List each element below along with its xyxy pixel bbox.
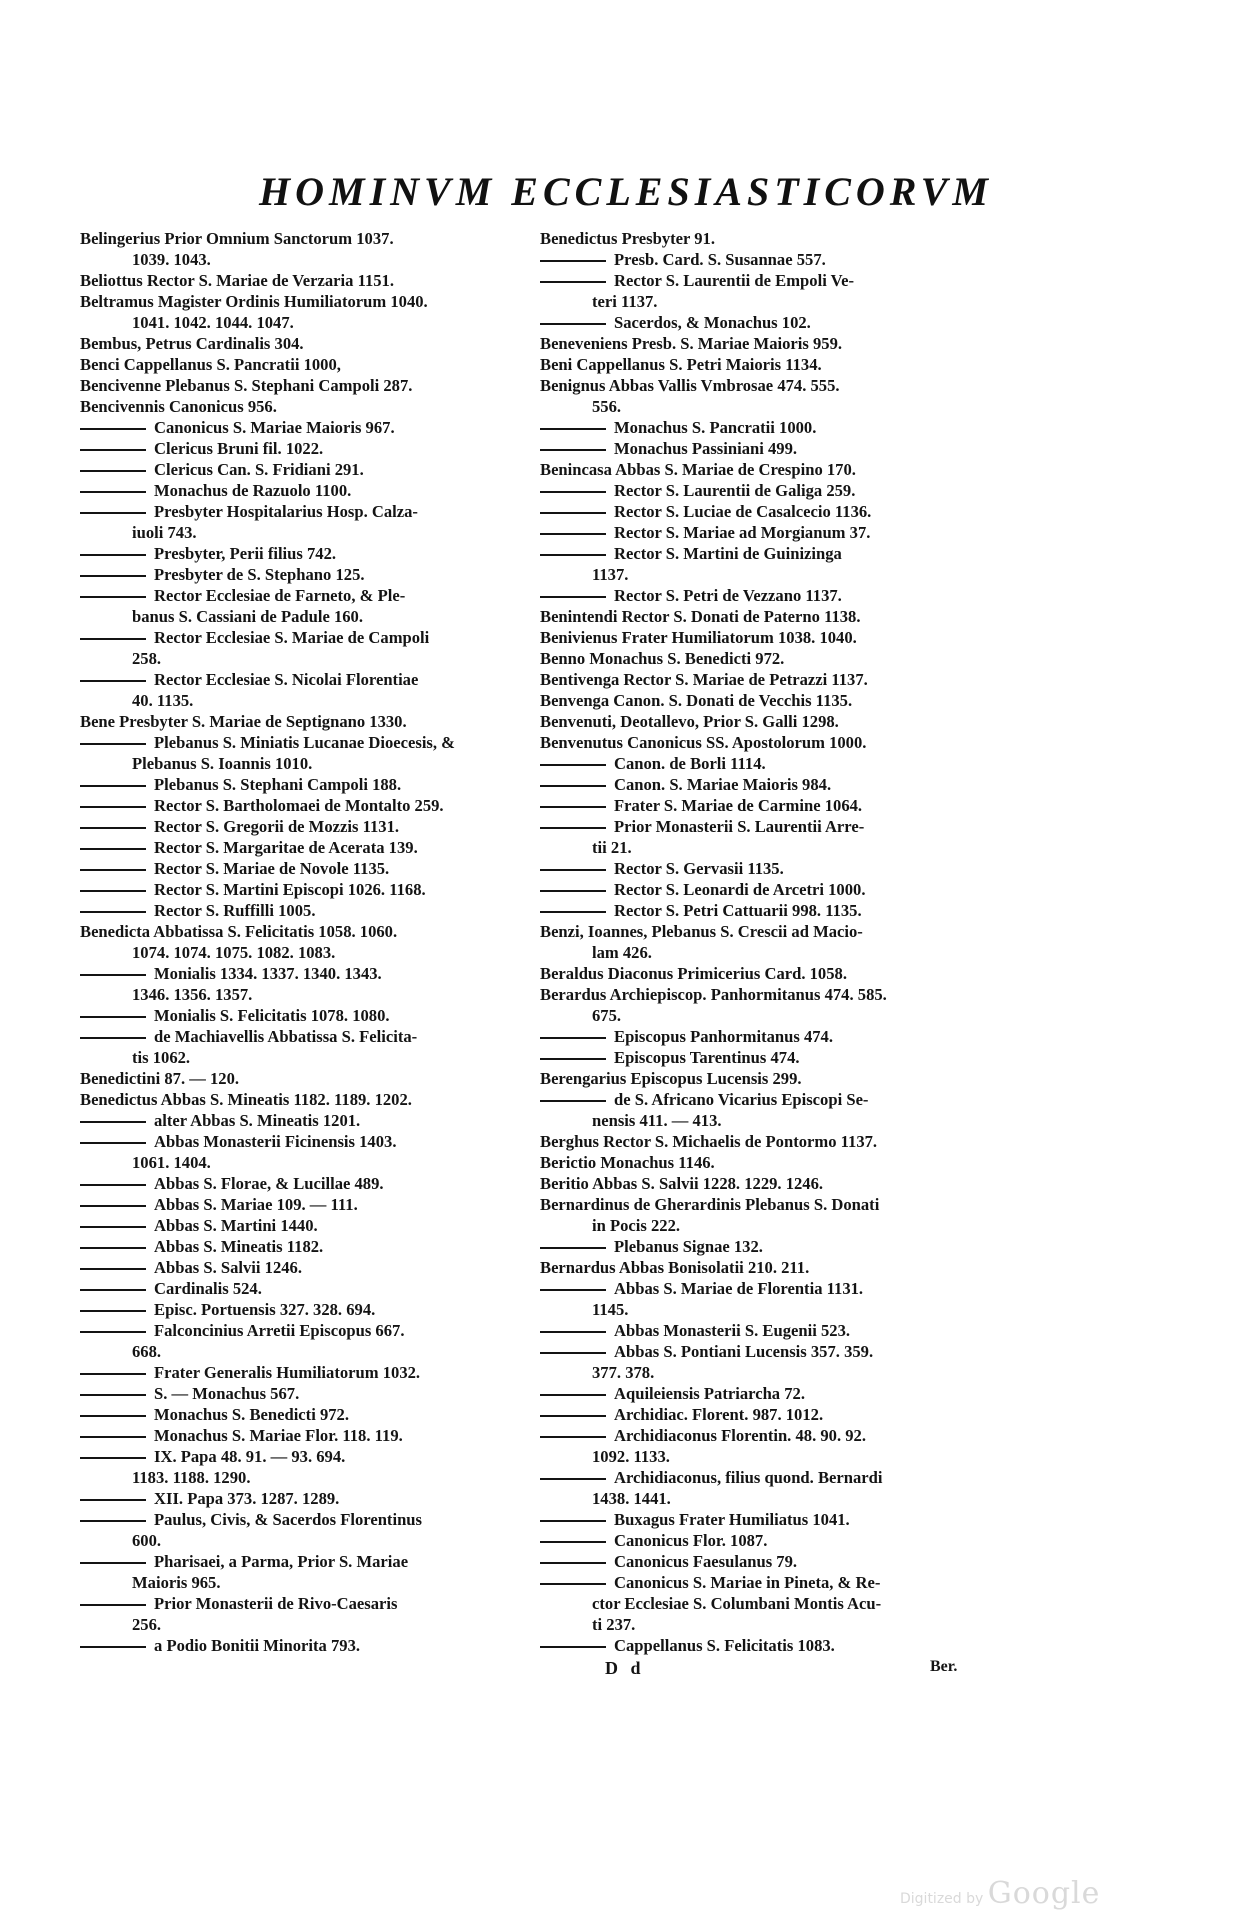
index-entry-line: Episcopus Panhormitanus 474. xyxy=(540,1026,980,1047)
index-entry-line: Rector S. Laurentii de Galiga 259. xyxy=(540,480,980,501)
index-entry-line: teri 1137. xyxy=(592,292,658,311)
index-entry-line: Frater S. Mariae de Carmine 1064. xyxy=(540,795,980,816)
index-entry-line: 258. xyxy=(132,649,162,668)
index-entry-line: alter Abbas S. Mineatis 1201. xyxy=(80,1110,520,1131)
index-entry-line: Benvenutus Canonicus SS. Apostolorum 1000. xyxy=(540,733,867,752)
index-entry-line: Paulus, Civis, & Sacerdos Florentinus xyxy=(80,1509,520,1530)
index-entry-line: a Podio Bonitii Minorita 793. xyxy=(80,1635,520,1656)
index-entry-line: Beritio Abbas S. Salvii 1228. 1229. 1246. xyxy=(540,1174,824,1193)
index-entry-line: IX. Papa 48. 91. — 93. 694. xyxy=(80,1446,520,1467)
index-entry-line: Bencivenne Plebanus S. Stephani Campoli 287. xyxy=(80,376,413,395)
index-entry-line: 1061. 1404. xyxy=(132,1153,211,1172)
index-entry-line: Rector S. Ruffilli 1005. xyxy=(80,900,520,921)
index-entry-line: Benvenga Canon. S. Donati de Vecchis 1135. xyxy=(540,691,853,710)
index-entry-line: lam 426. xyxy=(592,943,652,962)
index-entry-line: 1137. xyxy=(592,565,629,584)
index-entry-line: Monachus S. Mariae Flor. 118. 119. xyxy=(80,1425,520,1446)
index-entry-line: iuoli 743. xyxy=(132,523,197,542)
index-entry-line: XII. Papa 373. 1287. 1289. xyxy=(80,1488,520,1509)
index-entry-line: ctor Ecclesiae S. Columbani Montis Acu- xyxy=(592,1594,882,1613)
index-entry-line: Plebanus S. Miniatis Lucanae Dioecesis, & xyxy=(80,732,520,753)
index-entry-line: 1039. 1043. xyxy=(132,250,211,269)
index-entry-line: Berardus Archiepiscop. Panhormitanus 474. 585. xyxy=(540,985,887,1004)
index-entry-line: Abbas S. Mariae de Florentia 1131. xyxy=(540,1278,980,1299)
index-entry-line: Clericus Bruni fil. 1022. xyxy=(80,438,520,459)
index-entry-line: Monachus de Razuolo 1100. xyxy=(80,480,520,501)
index-entry-line: Plebanus S. Stephani Campoli 188. xyxy=(80,774,520,795)
index-entry-line: Monachus S. Pancratii 1000. xyxy=(540,417,980,438)
index-entry-line: Bentivenga Rector S. Mariae de Petrazzi 1137. xyxy=(540,670,868,689)
index-entry-line: Canonicus S. Mariae in Pineta, & Re- xyxy=(540,1572,980,1593)
index-entry-line: Rector Ecclesiae S. Mariae de Campoli xyxy=(80,627,520,648)
gathering-signature: D d xyxy=(605,1658,645,1678)
index-entry-line: Beni Cappellanus S. Petri Maioris 1134. xyxy=(540,355,822,374)
index-entry-line: Cappellanus S. Felicitatis 1083. xyxy=(540,1635,980,1656)
index-entry-line: Rector S. Martini Episcopi 1026. 1168. xyxy=(80,879,520,900)
index-entry-line: 40. 1135. xyxy=(132,691,194,710)
index-entry-line: Rector S. Margaritae de Acerata 139. xyxy=(80,837,520,858)
index-entry-line: tis 1062. xyxy=(132,1048,191,1067)
index-entry-line: Maioris 965. xyxy=(132,1573,221,1592)
index-entry-line: Presbyter, Perii filius 742. xyxy=(80,543,520,564)
index-entry-line: Abbas S. Martini 1440. xyxy=(80,1215,520,1236)
index-entry-line: Rector S. Bartholomaei de Montalto 259. xyxy=(80,795,520,816)
index-entry-line: Monachus S. Benedicti 972. xyxy=(80,1404,520,1425)
index-entry-line: Benci Cappellanus S. Pancratii 1000, xyxy=(80,355,341,374)
index-entry-line: Rector S. Luciae de Casalcecio 1136. xyxy=(540,501,980,522)
index-entry-line: Plebanus Signae 132. xyxy=(540,1236,980,1257)
index-entry-line: Prior Monasterii de Rivo-Caesaris xyxy=(80,1593,520,1614)
page-title: HOMINVM ECCLESIASTICORVM xyxy=(259,169,993,214)
index-entry-line: Bene Presbyter S. Mariae de Septignano 1330. xyxy=(80,712,407,731)
index-entry-line: Presbyter Hospitalarius Hosp. Calza- xyxy=(80,501,520,522)
index-entry-line: 668. xyxy=(132,1342,162,1361)
index-entry-line: de Machiavellis Abbatissa S. Felicita- xyxy=(80,1026,520,1047)
index-entry-line: Presbyter de S. Stephano 125. xyxy=(80,564,520,585)
index-entry-line: Aquileiensis Patriarcha 72. xyxy=(540,1383,980,1404)
index-entry-line: Monachus Passiniani 499. xyxy=(540,438,980,459)
index-entry-line: Falconcinius Arretii Episcopus 667. xyxy=(80,1320,520,1341)
index-entry-line: 1041. 1042. 1044. 1047. xyxy=(132,313,294,332)
index-entry-line: Cardinalis 524. xyxy=(80,1278,520,1299)
index-entry-line: Rector S. Leonardi de Arcetri 1000. xyxy=(540,879,980,900)
index-entry-line: Beltramus Magister Ordinis Humiliatorum 1040. xyxy=(80,292,428,311)
index-entry-line: Bernardinus de Gherardinis Plebanus S. Donati xyxy=(540,1195,880,1214)
index-entry-line: Benignus Abbas Vallis Vmbrosae 474. 555. xyxy=(540,376,840,395)
index-entry-line: Pharisaei, a Parma, Prior S. Mariae xyxy=(80,1551,520,1572)
index-entry-line: Rector Ecclesiae S. Nicolai Florentiae xyxy=(80,669,520,690)
index-entry-line: Monialis S. Felicitatis 1078. 1080. xyxy=(80,1005,520,1026)
index-entry-line: Rector S. Martini de Guinizinga xyxy=(540,543,980,564)
index-entry-line: Abbas S. Mariae 109. — 111. xyxy=(80,1194,520,1215)
index-entry-line: nensis 411. — 413. xyxy=(592,1111,722,1130)
index-entry-line: 1438. 1441. xyxy=(592,1489,671,1508)
index-entry-line: in Pocis 222. xyxy=(592,1216,681,1235)
index-entry-line: Bencivennis Canonicus 956. xyxy=(80,397,277,416)
index-entry-line: 1183. 1188. 1290. xyxy=(132,1468,251,1487)
index-entry-line: Rector S. Laurentii de Empoli Ve- xyxy=(540,270,980,291)
index-entry-line: Rector S. Petri de Vezzano 1137. xyxy=(540,585,980,606)
index-entry-line: 1145. xyxy=(592,1300,629,1319)
index-entry-line: Episcopus Tarentinus 474. xyxy=(540,1047,980,1068)
watermark-prefix: Digitized by xyxy=(900,1891,984,1907)
index-entry-line: Benedictus Abbas S. Mineatis 1182. 1189. 1202. xyxy=(80,1090,412,1109)
index-entry-line: 377. 378. xyxy=(592,1363,655,1382)
index-entry-line: de S. Africano Vicarius Episcopi Se- xyxy=(540,1089,980,1110)
index-entry-line: 1346. 1356. 1357. xyxy=(132,985,253,1004)
index-entry-line: Beneveniens Presb. S. Mariae Maioris 959. xyxy=(540,334,843,353)
index-entry-line: 675. xyxy=(592,1006,622,1025)
index-entry-line: Abbas S. Mineatis 1182. xyxy=(80,1236,520,1257)
index-entry-line: Canonicus Flor. 1087. xyxy=(540,1530,980,1551)
index-entry-line: 1092. 1133. xyxy=(592,1447,670,1466)
index-entry-line: Rector S. Mariae de Novole 1135. xyxy=(80,858,520,879)
index-entry-line: Beraldus Diaconus Primicerius Card. 1058. xyxy=(540,964,847,983)
right-column xyxy=(540,228,980,1656)
index-entry-line: Rector S. Gervasii 1135. xyxy=(540,858,980,879)
index-entry-line: Archidiaconus Florentin. 48. 90. 92. xyxy=(540,1425,980,1446)
index-entry-line: Rector S. Gregorii de Mozzis 1131. xyxy=(80,816,520,837)
index-entry-line: Rector S. Petri Cattuarii 998. 1135. xyxy=(540,900,980,921)
index-entry-line: S. — Monachus 567. xyxy=(80,1383,520,1404)
index-entry-line: Abbas S. Florae, & Lucillae 489. xyxy=(80,1173,520,1194)
index-entry-line: 556. xyxy=(592,397,622,416)
index-entry-line: Berengarius Episcopus Lucensis 299. xyxy=(540,1069,802,1088)
index-entry-line: Archidiac. Florent. 987. 1012. xyxy=(540,1404,980,1425)
index-entry-line: Canonicus Faesulanus 79. xyxy=(540,1551,980,1572)
index-entry-line: Bernardus Abbas Bonisolatii 210. 211. xyxy=(540,1258,810,1277)
index-entry-line: Bembus, Petrus Cardinalis 304. xyxy=(80,334,304,353)
watermark xyxy=(900,1876,1100,1911)
index-entry-line: Benedictini 87. — 120. xyxy=(80,1069,240,1088)
index-entry-line: Abbas Monasterii S. Eugenii 523. xyxy=(540,1320,980,1341)
index-entry-line: Rector Ecclesiae de Farneto, & Ple- xyxy=(80,585,520,606)
index-entry-line: Monialis 1334. 1337. 1340. 1343. xyxy=(80,963,520,984)
index-entry-line: Benno Monachus S. Benedicti 972. xyxy=(540,649,785,668)
index-entry-line: Prior Monasterii S. Laurentii Arre- xyxy=(540,816,980,837)
index-entry-line: Canonicus S. Mariae Maioris 967. xyxy=(80,417,520,438)
index-entry-line: Benivienus Frater Humiliatorum 1038. 1040. xyxy=(540,628,857,647)
index-entry-line: Berghus Rector S. Michaelis de Pontormo 1137. xyxy=(540,1132,878,1151)
index-entry-line: 256. xyxy=(132,1615,162,1634)
index-entry-line: Clericus Can. S. Fridiani 291. xyxy=(80,459,520,480)
index-entry-line: banus S. Cassiani de Padule 160. xyxy=(132,607,363,626)
index-entry-line: Presb. Card. S. Susannae 557. xyxy=(540,249,980,270)
catchword: Ber. xyxy=(930,1658,958,1675)
index-entry-line: Benedictus Presbyter 91. xyxy=(540,229,715,248)
watermark-brand: Google xyxy=(987,1876,1101,1911)
index-entry-line: Benzi, Ioannes, Plebanus S. Crescii ad Macio- xyxy=(540,922,863,941)
index-entry-line: Archidiaconus, filius quond. Bernardi xyxy=(540,1467,980,1488)
index-entry-line: Benedicta Abbatissa S. Felicitatis 1058. 1060. xyxy=(80,922,398,941)
index-entry-line: Canon. S. Mariae Maioris 984. xyxy=(540,774,980,795)
index-entry-line: Frater Generalis Humiliatorum 1032. xyxy=(80,1362,520,1383)
index-entry-line: Canon. de Borli 1114. xyxy=(540,753,980,774)
index-entry-line: 1074. 1074. 1075. 1082. 1083. xyxy=(132,943,336,962)
index-entry-line: Benintendi Rector S. Donati de Paterno 1138. xyxy=(540,607,861,626)
index-entry-line: Episc. Portuensis 327. 328. 694. xyxy=(80,1299,520,1320)
index-entry-line: Benincasa Abbas S. Mariae de Crespino 170. xyxy=(540,460,856,479)
index-entry-line: Abbas S. Pontiani Lucensis 357. 359. xyxy=(540,1341,980,1362)
index-entry-line: Sacerdos, & Monachus 102. xyxy=(540,312,980,333)
index-entry-line: Berictio Monachus 1146. xyxy=(540,1153,715,1172)
index-entry-line: Belingerius Prior Omnium Sanctorum 1037. xyxy=(80,229,394,248)
index-entry-line: tii 21. xyxy=(592,838,632,857)
index-entry-line: Plebanus S. Ioannis 1010. xyxy=(132,754,313,773)
index-entry-line: Beliottus Rector S. Mariae de Verzaria 1151. xyxy=(80,271,394,290)
index-entry-line: Rector S. Mariae ad Morgianum 37. xyxy=(540,522,980,543)
index-entry-line: ti 237. xyxy=(592,1615,636,1634)
index-entry-line: Buxagus Frater Humiliatus 1041. xyxy=(540,1509,980,1530)
index-entry-line: 600. xyxy=(132,1531,162,1550)
left-column xyxy=(80,228,520,1656)
index-entry-line: Benvenuti, Deotallevo, Prior S. Galli 1298. xyxy=(540,712,839,731)
index-entry-line: Abbas S. Salvii 1246. xyxy=(80,1257,520,1278)
index-entry-line: Abbas Monasterii Ficinensis 1403. xyxy=(80,1131,520,1152)
